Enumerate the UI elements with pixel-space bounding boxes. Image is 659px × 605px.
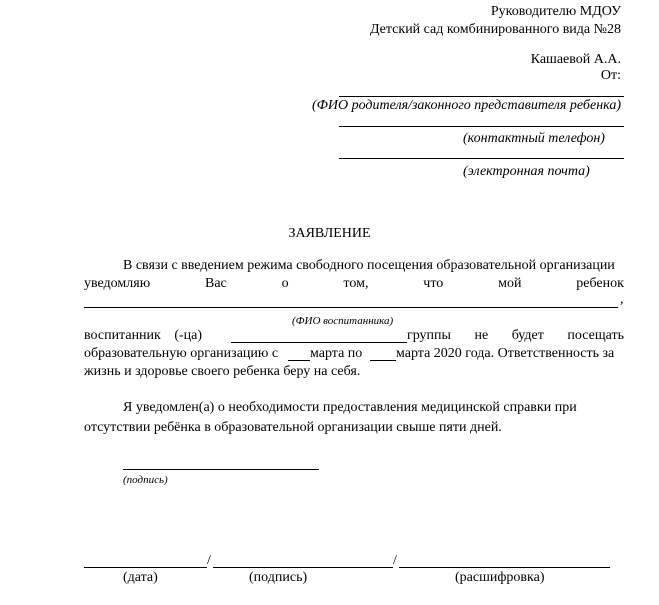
word: что [423,276,444,291]
recipient-organization: Детский сад комбинированного вида №28 [369,22,621,37]
signature-line[interactable] [123,469,319,470]
footer-signature-line[interactable] [213,567,393,568]
applicant-phone-caption: (контактный телефон) [463,131,605,146]
word: уведомляю [84,276,151,291]
paragraph1-line4-end [407,328,624,344]
separator-1: / [207,553,211,568]
paragraph1-line5-c: марта 2020 года. Ответственность за [396,346,615,361]
end-date-line[interactable] [370,360,396,361]
word: мой [498,276,522,291]
word: ребенок [576,276,624,291]
document-title: ЗАЯВЛЕНИЕ [288,226,371,241]
from-label: От: [600,68,621,83]
footer-signature-caption: (подпись) [249,570,308,585]
comma: , [620,292,624,307]
paragraph1-line2 [84,276,624,292]
paragraph2-line2: отсутствии ребёнка в образовательной организации свыше пяти дней. [84,420,502,435]
child-fio-line[interactable] [84,307,618,308]
paragraph2-line1: Я уведомлен(а) о необходимости предоставления медицинской справки при [123,400,577,415]
applicant-email-caption: (электронная почта) [463,164,590,179]
word: не [474,328,489,343]
applicant-email-line[interactable] [339,158,624,159]
child-fio-caption: (ФИО воспитанника) [292,315,394,327]
word: Вас [205,276,227,291]
signature-caption: (подпись) [123,474,168,486]
group-line[interactable] [231,342,407,343]
date-caption: (дата) [123,570,158,585]
recipient-name: Кашаевой А.А. [530,52,621,67]
separator-2: / [393,553,397,568]
applicant-fio-caption: (ФИО родителя/законного представителя ребенка) [311,98,621,113]
applicant-fio-line[interactable] [339,96,624,97]
paragraph1-line1: В связи с введением режима свободного посещения образовательной организации [123,258,615,273]
paragraph1-line5-b: марта по [310,346,363,361]
word: том, [343,276,369,291]
applicant-phone-line[interactable] [339,126,624,127]
word: будет [511,328,544,343]
pupil-label: воспитанник (-ца) [84,328,203,343]
paragraph1-line5-a: образовательную организацию с [84,346,279,361]
paragraph1-line6: жизнь и здоровье своего ребенка беру на себя. [84,364,361,379]
decoding-line[interactable] [399,567,610,568]
word: о [281,276,289,291]
word: группы [407,328,451,343]
decoding-caption: (расшифровка) [455,570,545,585]
date-line[interactable] [84,567,207,568]
word: посещать [567,328,624,343]
start-date-line[interactable] [288,360,310,361]
recipient-title: Руководителю МДОУ [490,4,621,19]
